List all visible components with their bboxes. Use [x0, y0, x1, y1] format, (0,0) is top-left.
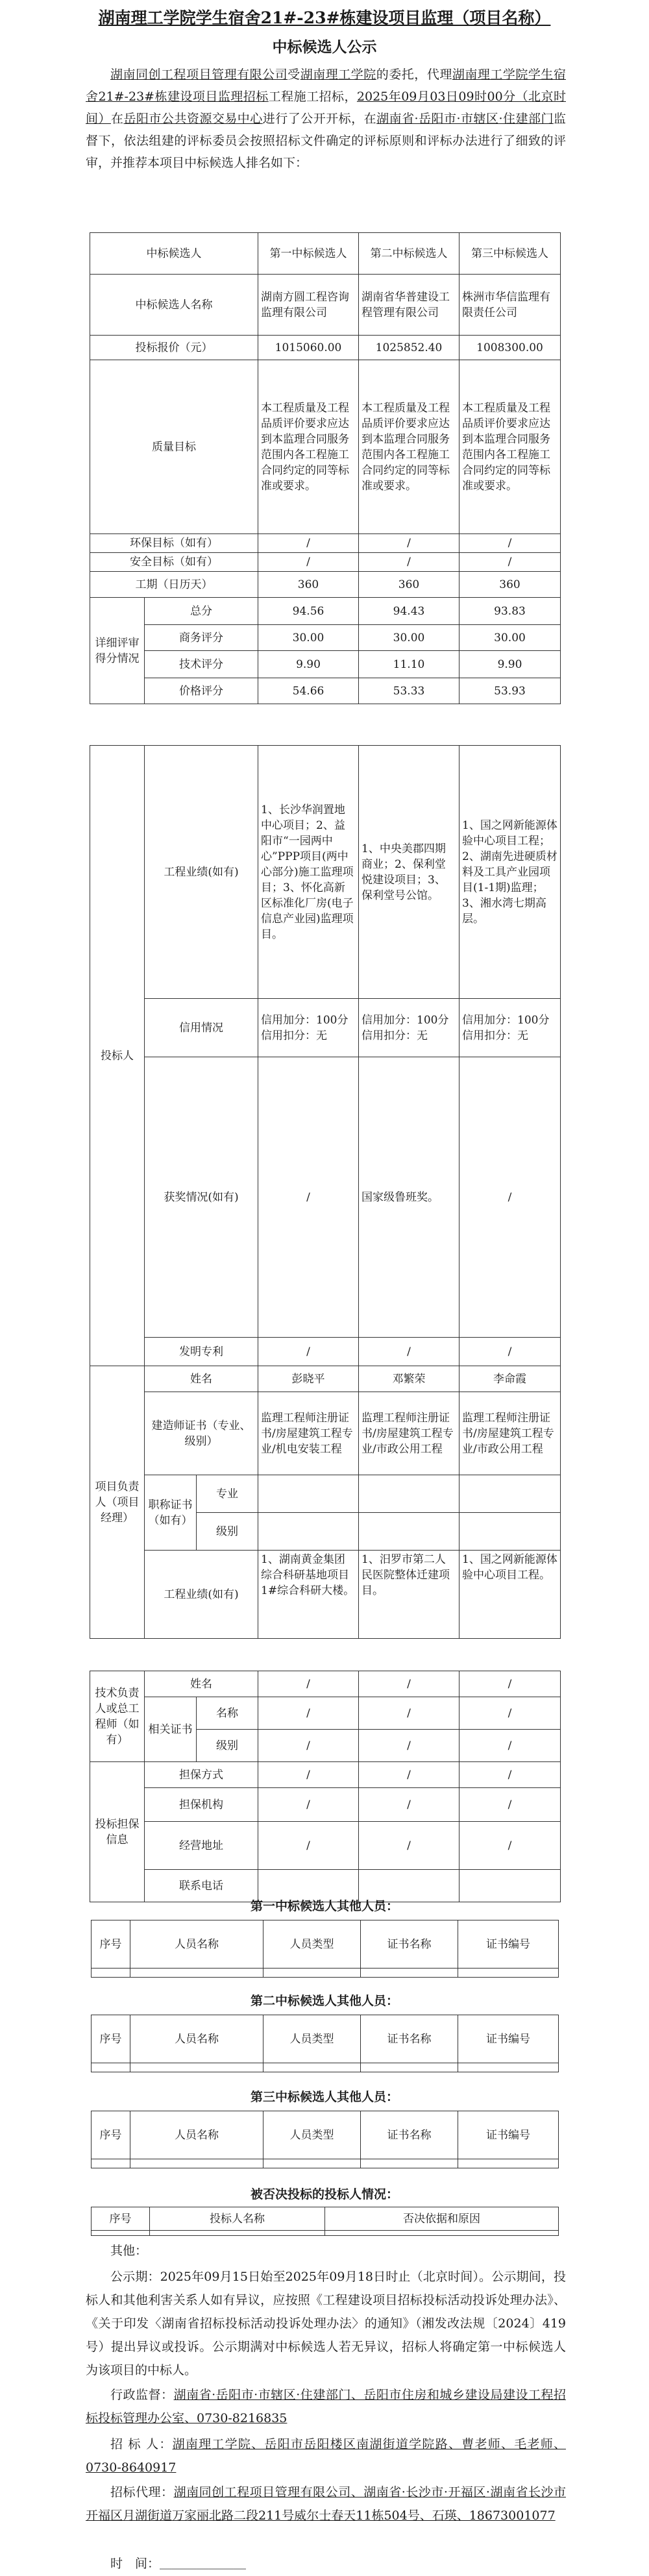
row-label: 建造师证书（专业、级别） [145, 1392, 258, 1475]
row-label: 姓名 [145, 1366, 258, 1392]
page-title: 湖南理工学院学生宿舍21#-23#栋建设项目监理（项目名称） [98, 8, 551, 27]
tenderer-label: 招 标 人： [110, 2437, 173, 2451]
tech-name: / [459, 1671, 561, 1697]
score-value: 93.83 [459, 598, 561, 625]
intro-text: 的委托，代理 [376, 67, 452, 82]
col-header: 人员名称 [130, 1920, 263, 1969]
candidate-name: 株洲市华信监理有限责任公司 [459, 275, 561, 336]
intro-text: 进行了公开开标，在 [262, 112, 377, 126]
guarantee-method: / [459, 1762, 561, 1788]
patent-info: / [359, 1338, 459, 1366]
pm-name: 邓繁荣 [359, 1366, 459, 1392]
title-major [359, 1475, 459, 1513]
row-label: 级别 [197, 1730, 258, 1762]
intro-text: 在 [110, 112, 124, 126]
col-header: 投标人名称 [150, 2207, 325, 2231]
intro-text: 监督下，依法组建的评标委员会按照招标文件确定的评标原则和评标办法进行了细致的评审，并推荐本项目中标候选人排名如下： [86, 112, 566, 170]
row-label: 专业 [197, 1475, 258, 1513]
env-target: / [459, 534, 561, 553]
col-header: 序号 [92, 1920, 130, 1969]
tenderer-value: 湖南理工学院、岳阳市岳阳楼区南湖街道学院路、曹老师、毛老师、0730-8640917 [86, 2437, 566, 2475]
section-title: 第三中标候选人其他人员： [250, 2090, 398, 2104]
supervisor-dept: 湖南省·岳阳市·市辖区·住建部门 [376, 112, 554, 126]
section-title: 第二中标候选人其他人员： [250, 1994, 398, 2008]
row-label: 名称 [197, 1697, 258, 1730]
supervision-value: 湖南省·岳阳市·市辖区·住建部门、岳阳市住房和城乡建设局建设工程招标投标管理办公室、0730-8216835 [86, 2388, 566, 2425]
col-header: 证书名称 [361, 1920, 458, 1969]
title-level [258, 1513, 359, 1551]
pm-performance: 1、汨罗市第二人民医院整体迁建项目。 [359, 1551, 459, 1639]
title-major [258, 1475, 359, 1513]
tech-cert-level: / [258, 1730, 359, 1762]
candidate-name: 湖南省华普建设工程管理有限公司 [359, 275, 459, 336]
duration: 360 [459, 572, 561, 598]
title-level [359, 1513, 459, 1551]
tech-cert-name: / [258, 1697, 359, 1730]
company-performance: 1、中央美郡四期商业；2、保利堂悦建设项目；3、保利堂号公馆。 [359, 746, 459, 999]
patent-info: / [459, 1338, 561, 1366]
guarantee-address: / [459, 1822, 561, 1870]
row-label: 姓名 [145, 1671, 258, 1697]
row-label: 安全目标（如有） [90, 553, 258, 572]
title-major [459, 1475, 561, 1513]
row-label: 发明专利 [145, 1338, 258, 1366]
tech-name: / [359, 1671, 459, 1697]
bidder-group-label: 投标人 [90, 746, 145, 1366]
row-label: 工期（日历天） [90, 572, 258, 598]
score-label: 商务评分 [145, 625, 258, 651]
guarantee-method: / [258, 1762, 359, 1788]
tech-cert-name: / [459, 1697, 561, 1730]
pm-certificate: 监理工程师注册证书/房屋建筑工程专业/市政公用工程 [459, 1392, 561, 1475]
col-header: 证书名称 [361, 2015, 458, 2063]
pm-name: 李命霞 [459, 1366, 561, 1392]
tech-guarantee-table [90, 1671, 561, 1902]
quality-target: 本工程质量及工程品质评价要求应达到本监理合同服务范围内各工程施工合同约定的同等标准或要求。 [258, 360, 359, 534]
company-performance: 1、长沙华润置地中心项目；2、益阳市“一园两中心”PPP项目(两中心部分)施工监理项目；3、怀化高新区标准化厂房(电子信息产业园)监理项目。 [258, 746, 359, 999]
score-value: 53.33 [359, 678, 459, 704]
row-label: 担保方式 [145, 1762, 258, 1788]
row-label: 级别 [197, 1513, 258, 1551]
pm-performance: 1、湖南黄金集团综合科研基地项目1#综合科研大楼。 [258, 1551, 359, 1639]
col-header: 人员类型 [263, 2111, 361, 2159]
pm-name: 彭晓平 [258, 1366, 359, 1392]
time-value: ＿＿＿＿＿＿＿ [160, 2557, 247, 2571]
col-header: 证书编号 [458, 1920, 559, 1969]
guarantee-org: / [459, 1788, 561, 1822]
award-info: / [459, 1057, 561, 1338]
score-value: 94.43 [359, 598, 459, 625]
score-value: 30.00 [359, 625, 459, 651]
supervision-line [86, 2383, 566, 2430]
agency-label: 招标代理： [110, 2485, 174, 2499]
agency-value: 湖南同创工程项目管理有限公司、湖南省·长沙市·开福区·湖南省长沙市开福区月湖街道万家丽北路二段211号威尔士春天11栋504号、石瑛、18673001077 [86, 2485, 566, 2523]
guarantee-group-label: 投标担保信息 [90, 1762, 145, 1902]
bid-price: 1008300.00 [459, 336, 561, 360]
pm-certificate: 监理工程师注册证书/房屋建筑工程专业/机电安装工程 [258, 1392, 359, 1475]
duration: 360 [258, 572, 359, 598]
bid-price: 1015060.00 [258, 336, 359, 360]
row-label: 经营地址 [145, 1822, 258, 1870]
rejected-bidders-table [91, 2207, 559, 2236]
safety-target: / [459, 553, 561, 572]
opening-time: 2025年09月03日09时00分（北京时间） [86, 90, 566, 126]
tech-group-label: 技术负责人或总工程师（如有） [90, 1671, 145, 1762]
env-target: / [258, 534, 359, 553]
col-header: 证书编号 [458, 2111, 559, 2159]
row-label: 环保目标（如有） [90, 534, 258, 553]
header-cell: 第二中标候选人 [359, 233, 459, 275]
col-header: 人员名称 [130, 2111, 263, 2159]
section-title: 被否决投标的投标人情况： [250, 2187, 398, 2202]
row-label: 获奖情况(如有) [145, 1057, 258, 1338]
col-header: 证书名称 [361, 2111, 458, 2159]
score-value: 9.90 [459, 651, 561, 678]
agency-name: 湖南同创工程项目管理有限公司 [110, 67, 288, 82]
guarantee-method: / [359, 1762, 459, 1788]
col-header: 序号 [92, 2207, 150, 2231]
quality-target: 本工程质量及工程品质评价要求应达到本监理合同服务范围内各工程施工合同约定的同等标准或要求。 [459, 360, 561, 534]
score-label: 价格评分 [145, 678, 258, 704]
header-cell: 中标候选人 [90, 233, 258, 275]
agency-line [86, 2481, 566, 2527]
other-personnel-table [91, 1920, 559, 1978]
row-label: 工程业绩(如有) [145, 746, 258, 999]
row-label: 担保机构 [145, 1788, 258, 1822]
score-label: 技术评分 [145, 651, 258, 678]
quality-target: 本工程质量及工程品质评价要求应达到本监理合同服务范围内各工程施工合同约定的同等标准或要求。 [359, 360, 459, 534]
title-level [459, 1513, 561, 1551]
tenderer-line [86, 2433, 566, 2479]
other-label: 其他： [110, 2244, 148, 2258]
col-header: 序号 [92, 2111, 130, 2159]
guarantee-address: / [258, 1822, 359, 1870]
row-label: 中标候选人名称 [90, 275, 258, 336]
score-value: 11.10 [359, 651, 459, 678]
score-value: 54.66 [258, 678, 359, 704]
cert-label: 相关证书 [145, 1697, 197, 1762]
header-cell: 第三中标候选人 [459, 233, 561, 275]
credit-status: 信用加分：100分 信用扣分：无 [459, 999, 561, 1057]
publicity-period: 公示期：2025年09月15日始至2025年09月18日时止（北京时间）。公示期间，投标人和其他利害关系人如有异议，应按照《工程建设项目招标投标活动投诉处理办法》、《关于印发〈湖南省招标投标活动投诉处理办法〉的通知》（湘发改法规〔2024〕419号）提出异议或投诉。公示期满对中标候选人若无异议，招标人将确定第一中标候选人为该项目的中标人。 [86, 2270, 566, 2377]
intro-text: 受 [288, 67, 300, 82]
award-info: 国家级鲁班奖。 [359, 1057, 459, 1338]
row-label: 联系电话 [145, 1870, 258, 1902]
safety-target: / [258, 553, 359, 572]
supervision-label: 行政监督： [110, 2388, 174, 2402]
credit-status: 信用加分：100分 信用扣分：无 [359, 999, 459, 1057]
other-personnel-table [91, 2015, 559, 2072]
tech-cert-level: / [459, 1730, 561, 1762]
pm-group-label: 项目负责人（项目经理） [90, 1366, 145, 1639]
award-info: / [258, 1057, 359, 1338]
score-label: 总分 [145, 598, 258, 625]
tech-name: / [258, 1671, 359, 1697]
tech-cert-level: / [359, 1730, 459, 1762]
pm-performance: 1、国之网新能源体验中心项目工程。 [459, 1551, 561, 1639]
bid-price: 1025852.40 [359, 336, 459, 360]
safety-target: / [359, 553, 459, 572]
guarantee-address: / [359, 1822, 459, 1870]
score-value: 30.00 [459, 625, 561, 651]
row-label: 信用情况 [145, 999, 258, 1057]
row-label: 质量目标 [90, 360, 258, 534]
col-header: 人员类型 [263, 2015, 361, 2063]
time-line [86, 2552, 566, 2575]
col-header: 序号 [92, 2015, 130, 2063]
score-value: 9.90 [258, 651, 359, 678]
guarantee-org: / [359, 1788, 459, 1822]
env-target: / [359, 534, 459, 553]
page-subtitle: 中标候选人公示 [272, 38, 377, 56]
duration: 360 [359, 572, 459, 598]
row-label: 工程业绩(如有) [145, 1551, 258, 1639]
col-header: 人员名称 [130, 2015, 263, 2063]
candidate-table [90, 232, 561, 704]
pm-certificate: 监理工程师注册证书/房屋建筑工程专业/市政公用工程 [359, 1392, 459, 1475]
score-group-label: 详细评审得分情况 [90, 598, 145, 704]
score-value: 53.93 [459, 678, 561, 704]
title-cert-label: 职称证书（如有） [145, 1475, 197, 1551]
tech-cert-name: / [359, 1697, 459, 1730]
row-label: 投标报价（元） [90, 336, 258, 360]
score-value: 94.56 [258, 598, 359, 625]
project-name: 湖南理工学院学生宿舍21#-23#栋建设项目监理招标 [86, 67, 566, 104]
intro-paragraph [86, 64, 566, 174]
credit-status: 信用加分：100分 信用扣分：无 [258, 999, 359, 1057]
tenderer-name: 湖南理工学院 [300, 67, 376, 82]
col-header: 证书编号 [458, 2015, 559, 2063]
col-header: 否决依据和原因 [325, 2207, 559, 2231]
other-personnel-table [91, 2111, 559, 2168]
header-cell: 第一中标候选人 [258, 233, 359, 275]
company-performance: 1、国之网新能源体验中心项目工程；2、湖南先进硬质材料及工具产业园项目(1-1期)监理；3、湘水湾七期高层。 [459, 746, 561, 999]
guarantee-org: / [258, 1788, 359, 1822]
patent-info: / [258, 1338, 359, 1366]
bidder-detail-table [90, 745, 561, 1639]
section-title: 第一中标候选人其他人员： [250, 1899, 398, 1913]
score-value: 30.00 [258, 625, 359, 651]
time-label: 时 间： [110, 2557, 160, 2571]
col-header: 人员类型 [263, 1920, 361, 1969]
candidate-name: 湖南方圆工程咨询监理有限公司 [258, 275, 359, 336]
intro-text: 工程施工招标， [268, 90, 357, 104]
opening-place: 岳阳市公共资源交易中心 [123, 112, 263, 126]
